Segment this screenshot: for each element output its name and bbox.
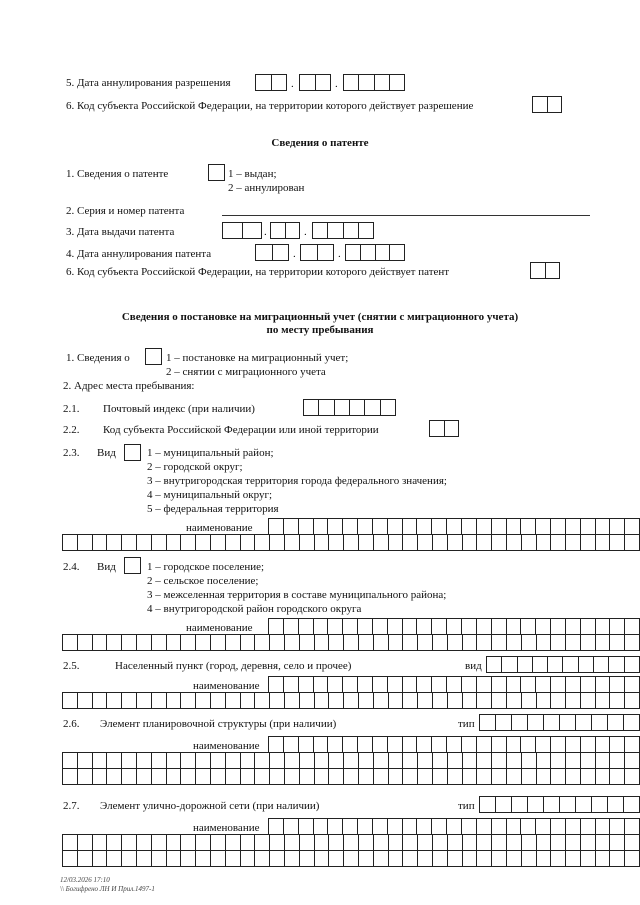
postal-index-label: Почтовый индекс (при наличии) <box>103 403 255 415</box>
postal-index-field[interactable] <box>303 399 396 416</box>
address-label: 2. Адрес места пребывания: <box>63 380 195 392</box>
migration-info-checkbox[interactable] <box>145 348 162 365</box>
dot: . <box>338 248 341 260</box>
s23-opt: 5 – федеральная территория <box>147 503 279 515</box>
patent-cancel-day[interactable] <box>255 244 289 261</box>
s24-name-grid-2[interactable] <box>62 634 640 651</box>
dot: . <box>264 226 267 238</box>
s24-opt: 2 – сельское поселение; <box>147 575 259 587</box>
s24-opt: 3 – межселенная территория в составе муниципального района; <box>147 589 447 601</box>
street-name-label: наименование <box>193 822 260 834</box>
footer-timestamp: 12/03.2026 17:10 <box>60 876 110 884</box>
patent-issue-month[interactable] <box>270 222 300 239</box>
dot: . <box>335 78 338 90</box>
subject-code-label: Код субъекта Российской Федерации или иной территории <box>103 424 379 436</box>
street-name-grid-3[interactable] <box>62 850 640 867</box>
s25-number: 2.5. <box>63 660 80 672</box>
s23-vid-label: Вид <box>97 447 116 459</box>
subject-code-field[interactable] <box>429 420 459 437</box>
patent-info-label: 1. Сведения о патенте <box>66 168 169 180</box>
locality-vid-label: вид <box>465 660 482 672</box>
patent-cancel-year[interactable] <box>345 244 405 261</box>
patent-opt1: 1 – выдан; <box>228 168 277 180</box>
patent-series-field[interactable] <box>222 215 590 216</box>
locality-name-label: наименование <box>193 680 260 692</box>
patent-region-label: 6. Код субъекта Российской Федерации, на территории которого действует патент <box>66 266 450 278</box>
s23-name-grid-1[interactable] <box>268 518 640 535</box>
s23-number: 2.3. <box>63 447 80 459</box>
s24-opt: 4 – внутригородской район городского округа <box>147 603 362 615</box>
patent-series-label: 2. Серия и номер патента <box>66 205 185 217</box>
patent-info-checkbox[interactable] <box>208 164 225 181</box>
patent-cancel-date-label: 4. Дата аннулирования патента <box>66 248 212 260</box>
permit-cancel-day[interactable] <box>255 74 287 91</box>
migration-info-label: 1. Сведения о <box>66 352 130 364</box>
patent-issue-date-label: 3. Дата выдачи патента <box>66 226 175 238</box>
footer-doc-ref: \\ Богифрено ЛН И Прил.1497-1 <box>60 885 155 893</box>
migration-section-title-2: по месту пребывания <box>266 324 374 336</box>
s23-opt: 4 – муниципальный округ; <box>147 489 273 501</box>
permit-cancel-month[interactable] <box>299 74 331 91</box>
s23-name-grid-2[interactable] <box>62 534 640 551</box>
patent-issue-year[interactable] <box>312 222 374 239</box>
patent-region-code[interactable] <box>530 262 560 279</box>
s24-vid-checkbox[interactable] <box>124 557 141 574</box>
s24-opt: 1 – городское поселение; <box>147 561 265 573</box>
planning-name-grid-3[interactable] <box>62 768 640 785</box>
planning-name-grid-1[interactable] <box>268 736 640 753</box>
s21-number: 2.1. <box>63 403 80 415</box>
s24-number: 2.4. <box>63 561 80 573</box>
s23-vid-checkbox[interactable] <box>124 444 141 461</box>
street-element-label: Элемент улично-дорожной сети (при наличии) <box>100 800 320 812</box>
patent-opt2: 2 – аннулирован <box>228 182 305 194</box>
s23-opt: 2 – городской округ; <box>147 461 243 473</box>
street-name-grid-2[interactable] <box>62 834 640 851</box>
permit-region-code[interactable] <box>532 96 562 113</box>
dot: . <box>293 248 296 260</box>
locality-name-grid-2[interactable] <box>62 692 640 709</box>
s22-number: 2.2. <box>63 424 80 436</box>
planning-name-grid-2[interactable] <box>62 752 640 769</box>
migration-opt2: 2 – снятии с миграционного учета <box>166 366 326 378</box>
street-type-label: тип <box>458 800 475 812</box>
planning-type-label: тип <box>458 718 475 730</box>
locality-vid-grid[interactable] <box>486 656 640 673</box>
s23-opt: 1 – муниципальный район; <box>147 447 274 459</box>
s24-name-label: наименование <box>186 622 253 634</box>
locality-label: Населенный пункт (город, деревня, село и прочее) <box>115 660 352 672</box>
s26-number: 2.6. <box>63 718 80 730</box>
patent-section-title: Сведения о патенте <box>271 137 369 149</box>
locality-name-grid-1[interactable] <box>268 676 640 693</box>
s24-vid-label: Вид <box>97 561 116 573</box>
planning-type-grid[interactable] <box>479 714 640 731</box>
planning-name-label: наименование <box>193 740 260 752</box>
planning-element-label: Элемент планировочной структуры (при наличии) <box>100 718 337 730</box>
dot: . <box>291 78 294 90</box>
permit-cancel-year[interactable] <box>343 74 405 91</box>
migration-section-title-1: Сведения о постановке на миграционный учет (снятии с миграционного учета) <box>121 311 519 323</box>
s27-number: 2.7. <box>63 800 80 812</box>
permit-cancel-date-label: 5. Дата аннулирования разрешения <box>66 77 231 89</box>
dot: . <box>304 226 307 238</box>
patent-cancel-month[interactable] <box>300 244 334 261</box>
s23-name-label: наименование <box>186 522 253 534</box>
street-name-grid-1[interactable] <box>268 818 640 835</box>
patent-issue-day[interactable] <box>222 222 262 239</box>
street-type-grid[interactable] <box>479 796 640 813</box>
migration-opt1: 1 – постановке на миграционный учет; <box>166 352 349 364</box>
s24-name-grid-1[interactable] <box>268 618 640 635</box>
s23-opt: 3 – внутригородская территория города федерального значения; <box>147 475 447 487</box>
permit-region-label: 6. Код субъекта Российской Федерации, на территории которого действует разрешение <box>66 100 474 112</box>
